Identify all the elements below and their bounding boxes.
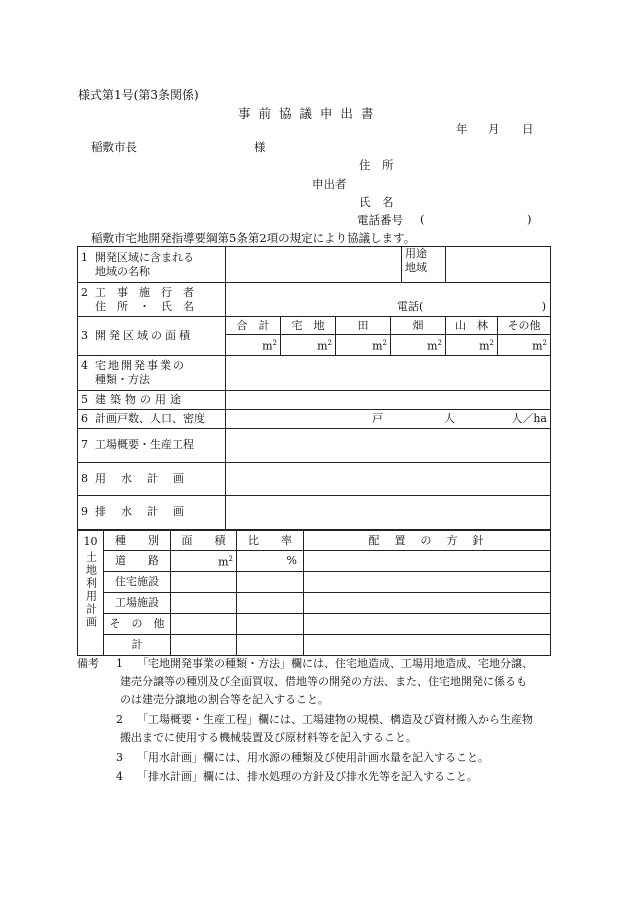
- use-district-field[interactable]: [446, 247, 551, 283]
- area-col-forest: 山 林: [446, 317, 498, 335]
- use-district-label-2: 地域: [405, 261, 427, 274]
- application-table: [77, 246, 551, 530]
- note-3-number: 3: [116, 751, 123, 764]
- land-use-table: [77, 530, 551, 656]
- note-2-number: 2: [116, 713, 123, 726]
- density-unit: 人／ha: [511, 411, 547, 425]
- row5-label: 建築物の用途: [95, 392, 185, 406]
- area-col-other: その他: [498, 317, 551, 335]
- page-title: 事 前 協 議 申 出 書: [238, 106, 376, 121]
- row2-label-line1: 工 事 施 行 者: [95, 285, 194, 299]
- kind-other: そ の 他: [104, 613, 171, 634]
- housing-area-field[interactable]: [171, 571, 237, 592]
- note-2-line1: 「工場概要・生産工程」欄には、工場建物の規模、構造及び資材搬入から生産物: [137, 713, 533, 726]
- contractor-phone-close: ): [541, 300, 546, 313]
- project-type-field[interactable]: [226, 355, 551, 390]
- total-area-field[interactable]: [171, 634, 237, 655]
- housing-policy-field[interactable]: [304, 571, 551, 592]
- row3-label: 開発区域の面積: [95, 328, 193, 342]
- total-policy-field[interactable]: [304, 634, 551, 655]
- note-4-line1: 「排水計画」欄には、排水処理の方針及び排水先等を記入すること。: [137, 770, 478, 783]
- note-3-line1: 「用水計画」欄には、用水源の種類及び使用計画水量を記入すること。: [137, 751, 489, 764]
- row2-label-line2: 住 所 ・ 氏 名: [95, 299, 194, 313]
- population-unit: 人: [444, 411, 455, 425]
- contractor-field[interactable]: [226, 283, 551, 317]
- contractor-phone-label: 電話(: [397, 300, 424, 313]
- col-kind-header: 種 別: [104, 531, 171, 551]
- other-area-field[interactable]: [171, 613, 237, 634]
- row-project-type: 4 宅地開発事業の 種類・方法: [78, 355, 551, 390]
- use-district-label-1: 用途: [405, 247, 427, 260]
- land-use-vertical-label: 土地利用計画: [84, 551, 98, 629]
- note-4-number: 4: [116, 770, 123, 783]
- note-1-line2: 建売分譲等の種別及び全面買収、借地等の開発の方法、また、住宅地開発に係るも: [120, 675, 527, 688]
- land-use-row-total: [78, 634, 551, 655]
- drainage-field[interactable]: [226, 495, 551, 529]
- row-building-use: 5 建築物の用途: [78, 390, 551, 409]
- area-name-field[interactable]: [226, 247, 446, 283]
- kind-housing: 住宅施設: [104, 571, 171, 592]
- applicant-phone-close: ): [527, 212, 532, 226]
- note-2-line2: 搬出までに使用する機械装置及び原材料等を記入すること。: [120, 731, 417, 744]
- area-col-total: 合 計: [226, 317, 281, 335]
- factory-ratio-field[interactable]: [237, 592, 304, 613]
- row-area-name: 1 開発区域に含まれる 地域の名称 用途 地域: [78, 247, 551, 283]
- row-households: 6 計画戸数、人口、密度 戸 人 人／ha: [78, 409, 551, 428]
- kind-factory: 工場施設: [104, 592, 171, 613]
- land-use-row-housing: [78, 571, 551, 592]
- other-ratio-field[interactable]: [237, 613, 304, 634]
- row4-label-line1: 宅地開発事業の: [95, 358, 186, 372]
- col-ratio-header: 比 率: [237, 531, 304, 551]
- note-1-line1: 「宅地開発事業の種類・方法」欄には、住宅地造成、工場用地造成、宅地分譲、: [137, 657, 533, 670]
- applicant-label: 申出者: [312, 177, 347, 191]
- form-number: 様式第1号(第3条関係): [78, 88, 199, 102]
- building-use-field[interactable]: [226, 390, 551, 409]
- households-field[interactable]: [226, 409, 551, 428]
- area-residential-field[interactable]: $m^2$: [281, 335, 336, 356]
- row1-label-line1: 開発区域に含まれる: [95, 250, 194, 264]
- row-area: 3 開発区域の面積 合 計 宅 地 田 畑 山 林 その他: [78, 317, 551, 335]
- factory-area-field[interactable]: [171, 592, 237, 613]
- land-use-row-factory: [78, 592, 551, 613]
- land-use-label: 10 土地利用計画: [78, 531, 104, 656]
- households-unit: 戸: [372, 411, 383, 425]
- road-ratio-field[interactable]: %: [237, 551, 304, 572]
- land-use-row-other: [78, 613, 551, 634]
- note-1-line3: のは建売分譲地の割合等を記入すること。: [120, 693, 329, 706]
- road-policy-field[interactable]: [304, 551, 551, 572]
- row1-label-line2: 地域の名称: [95, 264, 150, 278]
- kind-road: 道 路: [104, 551, 171, 572]
- area-col-residential: 宅 地: [281, 317, 336, 335]
- road-area-field[interactable]: $m^2$: [171, 551, 237, 572]
- intro-text: 稲敷市宅地開発指導要綱第5条第2項の規定により協議します。: [91, 231, 416, 245]
- area-forest-field[interactable]: $m^2$: [446, 335, 498, 356]
- area-total-field[interactable]: $m^2$: [226, 335, 281, 356]
- area-col-field: 畑: [391, 317, 446, 335]
- factory-policy-field[interactable]: [304, 592, 551, 613]
- date-year: 年: [456, 122, 468, 136]
- applicant-name-label: 氏 名: [359, 195, 394, 209]
- area-other-field[interactable]: $m^2$: [498, 335, 551, 356]
- row9-label: 排 水 計 画: [95, 505, 186, 519]
- factory-field[interactable]: [226, 428, 551, 462]
- land-use-row-road: [78, 551, 551, 572]
- col-area-header: 面 積: [171, 531, 237, 551]
- total-ratio-field[interactable]: [237, 634, 304, 655]
- applicant-phone-label: 電話番号: [357, 213, 403, 227]
- row-contractor: 2 工 事 施 行 者 住 所 ・ 氏 名 電話( ): [78, 283, 551, 317]
- row-drainage: 9 排 水 計 画: [78, 495, 551, 529]
- area-col-paddy: 田: [336, 317, 391, 335]
- other-policy-field[interactable]: [304, 613, 551, 634]
- note-1-number: 1: [116, 657, 123, 670]
- notes-label: 備考: [77, 657, 99, 670]
- area-paddy-field[interactable]: $m^2$: [336, 335, 391, 356]
- housing-ratio-field[interactable]: [237, 571, 304, 592]
- row7-label: 工場概要・生産工程: [95, 438, 194, 452]
- date-day: 日: [522, 122, 534, 136]
- row6-label: 計画戸数、人口、密度: [95, 411, 205, 425]
- addressee-name: 稲敷市長: [91, 140, 137, 154]
- kind-total: 計: [104, 634, 171, 655]
- row-water-supply: 8 用 水 計 画: [78, 462, 551, 495]
- area-field-field[interactable]: $m^2$: [391, 335, 446, 356]
- row4-label-line2: 種類・方法: [95, 372, 150, 386]
- row8-label: 用 水 計 画: [95, 471, 186, 485]
- addressee-honorific: 様: [254, 140, 266, 154]
- water-supply-field[interactable]: [226, 462, 551, 495]
- applicant-address-label: 住 所: [359, 158, 394, 172]
- applicant-phone-open: (: [420, 212, 425, 226]
- date-month: 月: [488, 122, 500, 136]
- row-factory: 7 工場概要・生産工程: [78, 428, 551, 462]
- col-policy-header: 配 置 の 方 針: [304, 531, 551, 551]
